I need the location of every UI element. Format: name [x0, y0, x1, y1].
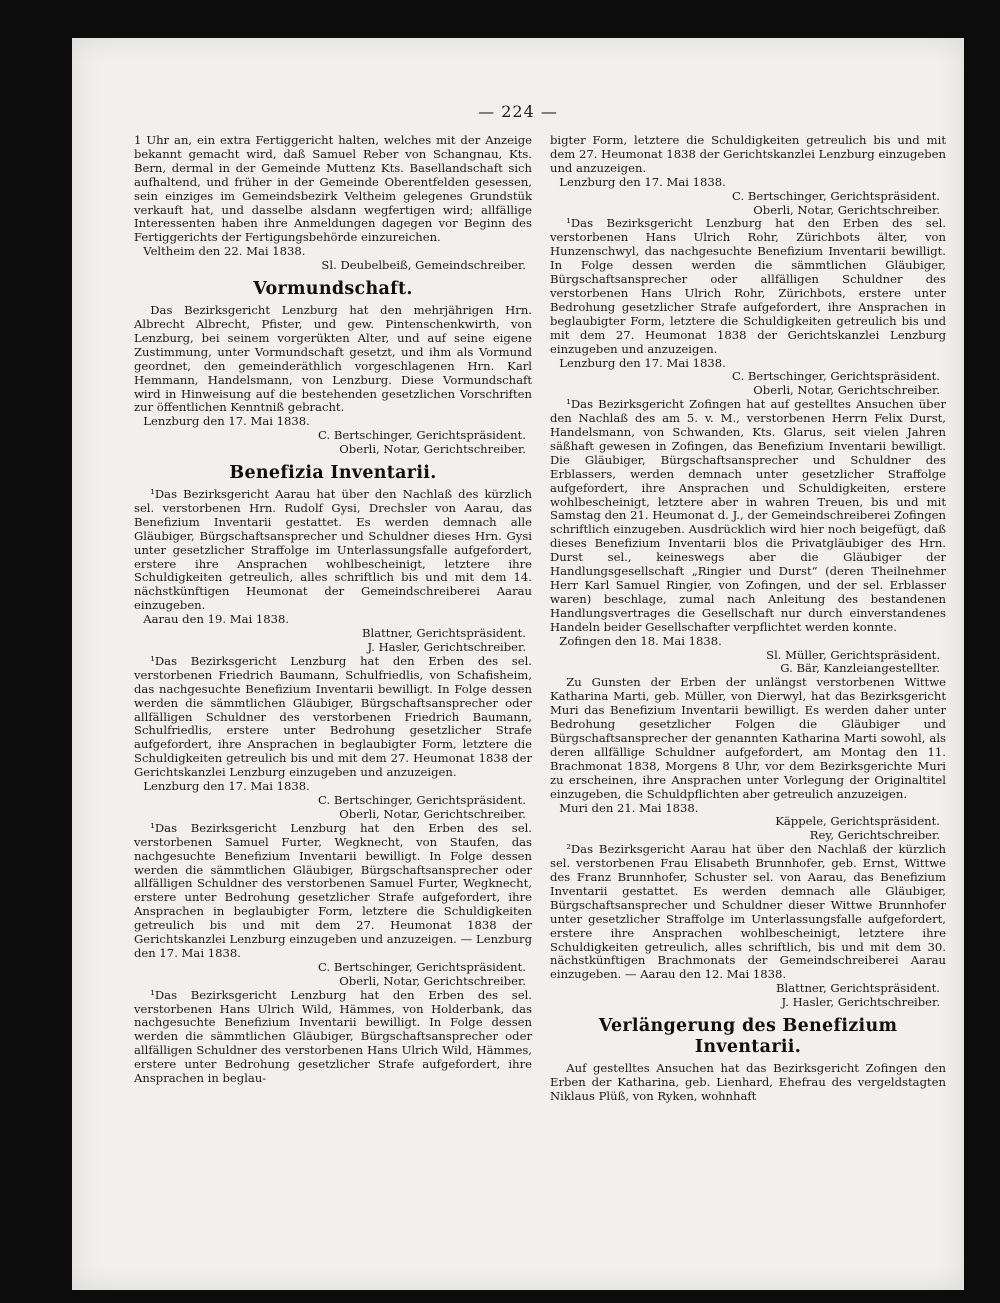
signature-line: Sl. Deubelbeiß, Gemeindschreiber. — [321, 258, 526, 273]
place-date-line: Lenzburg den 17. Mai 1838. — [143, 414, 310, 429]
notice-paragraph: ¹Das Bezirksgericht Zofingen hat auf gestelltes Ansuchen über den Nachlaß des am 5. v. M., verstorbenen Herrn Felix Durst, Handelsmann, von Schwanden, Kts. Glarus, seit vielen Jahren säßhaft gewesen in Zofingen, das Benefizium Inventarii bewilligt. Die Gläubiger, Bürgschaftsansprecher und Schuldner des Erblassers, werden demnach unter gesetzlicher Straffolge aufgefordert, ihre Ansprachen und Schuldigkeiten, erstere wohlbescheinigt, letztere aber in wahren Treuen, bis und mit Samstag den 21. Heumonat d. J., der Gemeindschreiberei Zofingen schriftlich einzugeben. Ausdrücklich wird hier noch beigefügt, daß dieses Benefizium Inventarii blos die Privatgläubiger des Hrn. Durst sel., keineswegs aber die Gläubiger der Handlungsgesellschaft „Ringier und Durst“ (deren Theilnehmer Herr Karl Samuel Ringier, von Zofingen, und der sel. Erblasser waren) beschlage, zumal nach Anleitung des bestandenen Handlungsvertrages die Gesellschaft nur durch einverstandenes Handeln beider Gesellschafter verpflichtet werden konnte. — [550, 397, 946, 634]
signature-line: Oberli, Notar, Gerichtschreiber. — [339, 442, 526, 457]
place-date-line: Veltheim den 22. Mai 1838. — [143, 244, 306, 259]
section-heading: Benefizia Inventarii. — [229, 463, 437, 484]
notice-paragraph: ²Das Bezirksgericht Aarau hat über den Nachlaß der kürzlich sel. verstorbenen Frau Elisabeth Brunnhofer, geb. Ernst, Wittwe des Franz Brunnhofer, Schuster sel. von Aarau, das Benefizium Inventarii gestattet. Es werden demnach alle Gläubiger, Bürgschaftsansprecher und Schuldner dieser Wittwe Brunnhofer unter gesetzlicher Straffolge im Unterlassungsfalle aufgefordert, erstere ihre Ansprachen wohlbescheinigt, letztere ihre Schuldigkeiten getreulich, alles schriftlich, bis und mit dem 30. nächstkünftigen Brachmonats der Gemeindschreiberei Aarau einzugeben. — Aarau den 12. Mai 1838. — [550, 842, 946, 982]
signature-line: Oberli, Notar, Gerichtschreiber. — [339, 806, 526, 821]
place-date-line: Aarau den 19. Mai 1838. — [143, 612, 290, 627]
notice-paragraph: ¹Das Bezirksgericht Aarau hat über den Nachlaß des kürzlich sel. verstorbenen Hrn. Rudolf Gysi, Drechsler von Aarau, das Benefizium Inventarii gestattet. Es werden demnach alle Gläubiger, Bürgschaftsansprecher und Schuldner dieses Hrn. Gysi unter gesetzlicher Straffolge im Unterlassungsfalle aufgefordert, erstere ihre Ansprachen wohlbescheinigt, letztere ihre Schuldigkeiten getreulich, alles schriftlich bis und mit dem 14. nächstkünftigen Heumonat der Gemeindschreiberei Aarau einzugeben. — [134, 487, 532, 613]
place-date-line: Lenzburg den 17. Mai 1838. — [559, 174, 726, 189]
signature-line: Oberli, Notar, Gerichtschreiber. — [753, 383, 940, 398]
notice-paragraph: ¹Das Bezirksgericht Lenzburg hat den Erben des sel. verstorbenen Friedrich Baumann, Schulfriedlis, von Schafisheim, das nachgesuchte Benefizium Inventarii bewilligt. In Folge dessen werden die sämmtlichen Gläubiger, Bürgschaftsansprecher oder allfälligen Schuldner des verstorbenen Friedrich Baumann, Schulfriedlis, erstere unter Bedrohung gesetzlicher Strafe aufgefordert, ihre Ansprachen in beglaubigter Form, letztere die Schuldigkeiten getreulich bis und mit dem 27. Heumonat 1838 der Gerichtskanzlei Lenzburg einzugeben und anzuzeigen. — [134, 653, 532, 780]
notice-paragraph: ¹Das Bezirksgericht Lenzburg hat den Erben des sel. verstorbenen Hans Ulrich Wild, Hämmes, von Holderbank, das nachgesuchte Benefizium Inventarii bewilligt. In Folge dessen werden die sämmtlichen Gläubiger, Bürgschaftsansprecher oder allfälligen Schuldner des verstorbenen Hans Ulrich Wild, Hämmes, erstere unter Bedrohung gesetzlicher Strafe aufgefordert, ihre Ansprachen in beglau- — [134, 987, 532, 1086]
signature-line: Oberli, Notar, Gerichtschreiber. — [753, 202, 940, 217]
signature-line: C. Bertschinger, Gerichtspräsident. — [318, 428, 526, 443]
signature-line: C. Bertschinger, Gerichtspräsident. — [732, 188, 940, 203]
signature-line: J. Hasler, Gerichtschreiber. — [367, 640, 526, 654]
signature-line: Käppele, Gerichtspräsident. — [775, 814, 940, 829]
place-date-line: Zofingen den 18. Mai 1838. — [559, 633, 722, 648]
notice-paragraph: ¹Das Bezirksgericht Lenzburg hat den Erben des sel. verstorbenen Samuel Furter, Wegknecht, von Staufen, das nachgesuchte Benefizium Inventarii bewilligt. In Folge dessen werden die sämmtlichen Gläubiger, Bürgschaftsansprecher oder allfälligen Schuldner des verstorbenen Samuel Furter, Wegknecht, erstere unter Bedrohung gesetzlicher Strafe aufgefordert, ihre Ansprachen in beglaubigter Form, letztere die Schuldigkeiten getreulich bis und mit dem 27. Heumonat 1838 der Gerichtskanzlei Lenzburg einzugeben und anzuzeigen. — Lenzburg den 17. Mai 1838. — [134, 820, 532, 960]
signature-line: Blattner, Gerichtspräsident. — [362, 626, 526, 641]
signature-line: G. Bär, Kanzleiangestellter. — [780, 661, 940, 676]
place-date-line: Muri den 21. Mai 1838. — [559, 800, 699, 815]
section-heading: Verlängerung des Benefizium Inventarii. — [598, 1016, 898, 1058]
signature-line: Sl. Müller, Gerichtspräsident. — [766, 647, 940, 662]
section-heading: Vormundschaft. — [253, 279, 413, 300]
signature-line: J. Hasler, Gerichtschreiber. — [781, 995, 940, 1010]
place-date-line: Lenzburg den 17. Mai 1838. — [559, 355, 726, 370]
newspaper-page — [72, 38, 964, 1290]
signature-line: Rey, Gerichtschreiber. — [809, 828, 940, 843]
right-column — [550, 134, 946, 1104]
signature-line: Oberli, Notar, Gerichtschreiber. — [339, 973, 526, 988]
signature-line: C. Bertschinger, Gerichtspräsident. — [732, 369, 940, 384]
notice-paragraph: Das Bezirksgericht Lenzburg hat den mehrjährigen Hrn. Albrecht Albrecht, Pfister, und gew. Pintenschenkwirth, von Lenzburg, bei seinem vorgerükten Alter, und auf seine eigene Zustimmung, unter Vormundschaft gesetzt, und ihm als Vormund geordnet, den gemeinderäthlich vorgeschlagenen Hrn. Karl Hemmann, Handelsmann, von Lenzburg. Diese Vormundschaft wird in Hinweisung auf die bestehenden gesetzlichen Vorschriften zur öffentlichen Kenntniß gebracht. — [134, 303, 532, 415]
left-column — [134, 134, 532, 1086]
signature-line: C. Bertschinger, Gerichtspräsident. — [318, 959, 526, 974]
notice-paragraph: bigter Form, letztere die Schuldigkeiten getreulich bis und mit dem 27. Heumonat 1838 der Gerichtskanzlei Lenzburg einzugeben und anzuzeigen. — [550, 133, 946, 175]
notice-paragraph: 1 Uhr an, ein extra Fertiggericht halten, welches mit der Anzeige bekannt gemacht wird, daß Samuel Reber von Schangnau, Kts. Bern, dermal in der Gemeinde Muttenz Kts. Basellandschaft sich aufhaltend, und früher in der Gemeinde Oberentfelden gesessen, sein einziges im Gemeindsbezirk Veltheim gelegenes Grundstük verkauft hat, und dasselbe alsdann wegfertigen wird; allfällige Interessenten haben ihre Anmeldungen dagegen vor Beginn des Fertiggerichts der Fertigungsbehörde einzureichen. — [134, 133, 532, 245]
notice-paragraph: Zu Gunsten der Erben der unlängst verstorbenen Wittwe Katharina Marti, geb. Müller, von Dierwyl, hat das Bezirksgericht Muri das Benefizium Inventarii bewilligt. Es werden daher unter Bedrohung gesetzlicher Folgen die Gläubiger und Bürgschaftsansprecher der genannten Katharina Marti sowohl, als deren allfällige Schuldner aufgefordert, am Montag den 11. Brachmonat 1838, Morgens 8 Uhr, vor dem Bezirksgerichte Muri zu erscheinen, ihre Ansprachen unter Vorlegung der Originaltitel einzugeben, die Schuldpflichten aber getreulich anzuzeigen. — [550, 675, 946, 801]
notice-paragraph: Auf gestelltes Ansuchen hat das Bezirksgericht Zofingen den Erben der Katharina, geb. Lienhard, Ehefrau des vergeldstagten Niklaus Plüß, von Ryken, wohnhaft — [550, 1061, 946, 1103]
signature-line: C. Bertschinger, Gerichtspräsident. — [318, 792, 526, 807]
signature-line: Blattner, Gerichtspräsident. — [776, 981, 940, 996]
place-date-line: Lenzburg den 17. Mai 1838. — [143, 779, 310, 794]
notice-paragraph: ¹Das Bezirksgericht Lenzburg hat den Erben des sel. verstorbenen Hans Ulrich Rohr, Zürichbots älter, von Hunzenschwyl, das nachgesuchte Benefizium Inventarii bewilligt. In Folge dessen werden die sämmtlichen Gläubiger, Bürgschaftsansprecher oder allfälligen Schuldner des verstorbenen Hans Ulrich Rohr, Zürichbots, erstere unter Bedrohung gesetzlicher Strafe aufgefordert, ihre Ansprachen in beglaubigter Form, letztere die Schuldigkeiten getreulich bis und mit dem 27. Heumonat 1838 der Gerichtskanzlei Lenzburg einzugeben und anzuzeigen. — [550, 216, 946, 356]
page-number: — 224 — — [478, 102, 558, 121]
